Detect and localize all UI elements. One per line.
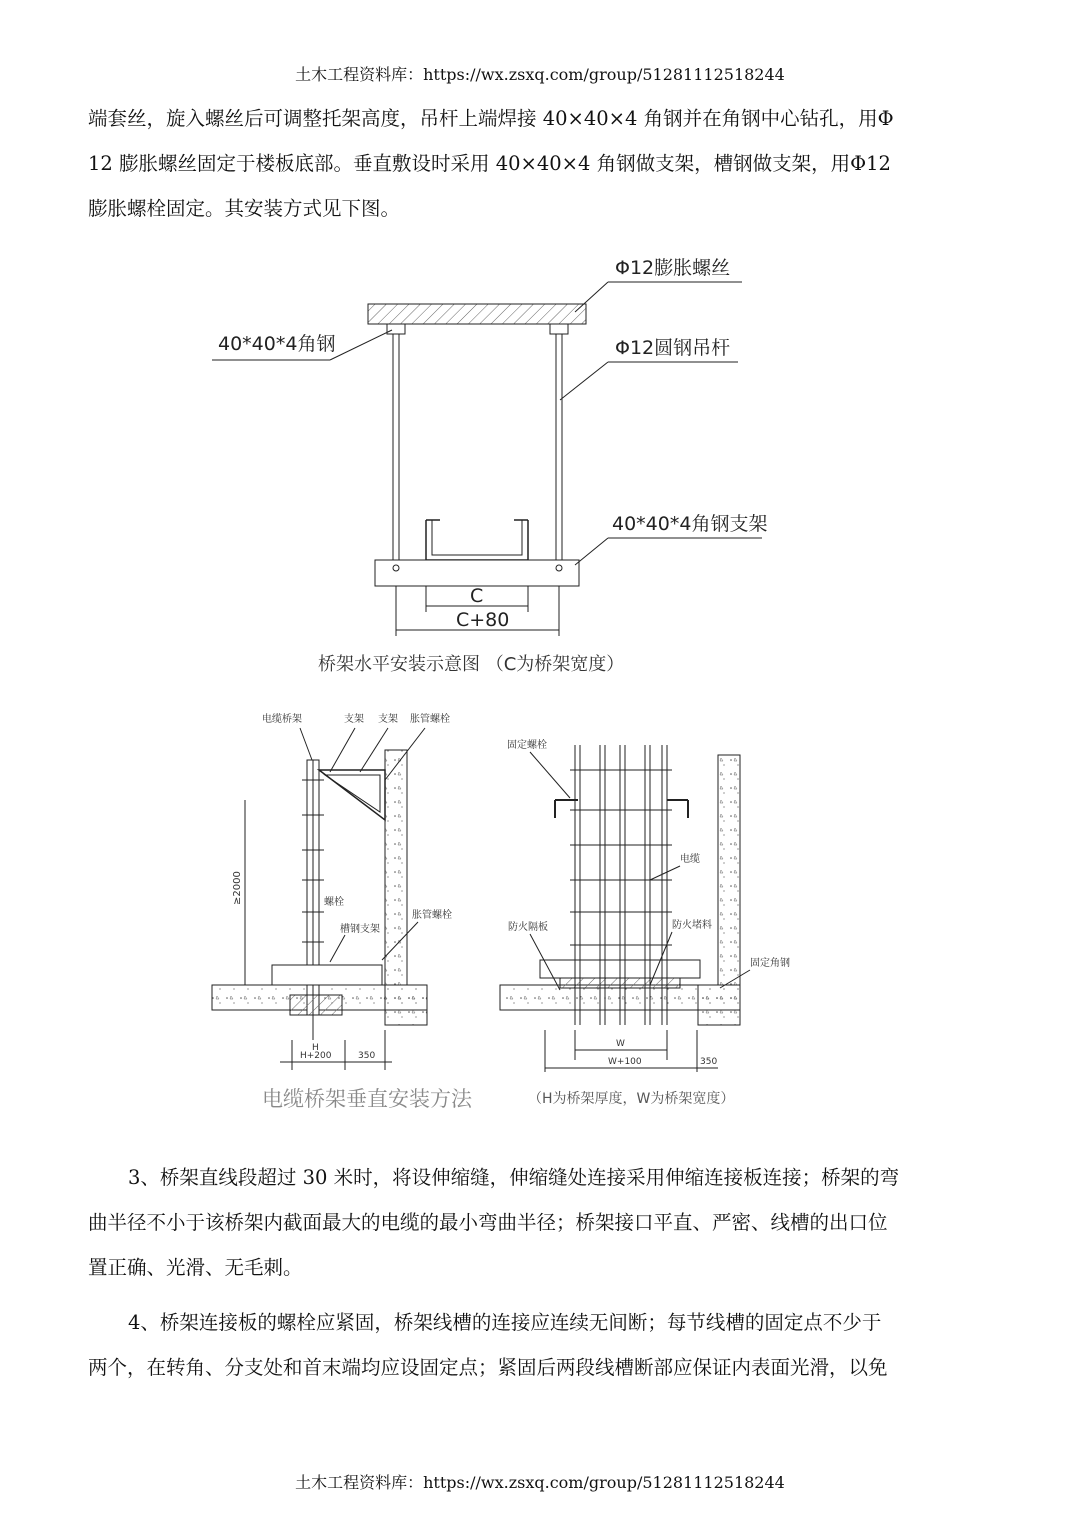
exp-bolt-mid-label: 胀管螺栓 (412, 910, 452, 921)
page-footer: 土木工程资料库：https://wx.zsxq.com/group/51281112518244 (295, 1473, 785, 1492)
vertical-install-left-diagram (212, 712, 473, 1111)
text-line: 端套丝，旋入螺丝后可调整托架高度，吊杆上端焊接 40×40×4 角钢并在角钢中心钻孔，用Φ (88, 107, 894, 130)
page-header: 土木工程资料库：https://wx.zsxq.com/group/51281112518244 (295, 65, 785, 84)
bolt-label: Φ12膨胀螺丝 (615, 257, 731, 279)
dim-w-label: W (616, 1039, 625, 1049)
text-line: 4、桥架连接板的螺栓应紧固，桥架线槽的连接应连续无间断；每节线槽的固定点不少于 (128, 1311, 882, 1334)
dim-w100-label: W+100 (608, 1057, 642, 1067)
dim-c80-label: C+80 (456, 609, 510, 631)
text-line: 12 膨胀螺丝固定于楼板底部。垂直敷设时采用 40×40×4 角钢做支架，槽钢做支架，用Φ12 (88, 152, 891, 175)
text-line: 膨胀螺栓固定。其安装方式见下图。 (88, 197, 401, 220)
text-line: 曲半径不小于该桥架内截面最大的电缆的最小弯曲半径；桥架接口平直、严密、线槽的出口位 (88, 1211, 888, 1234)
ceiling-slab (368, 304, 586, 324)
text-line: 两个，在转角、分支处和首末端均应设固定点；紧固后两段线槽断部应保证内表面光滑，以免 (88, 1356, 888, 1379)
angle-label: 40*40*4角钢 (218, 333, 336, 355)
fix-bolt-label: 固定螺栓 (507, 740, 547, 751)
height-label: ≥2000 (232, 871, 243, 905)
dim-c-label: C (470, 585, 484, 607)
text-line: 3、桥架直线段超过 30 米时，将设伸缩缝，伸缩缝处连接采用伸缩连接板连接；桥架的弯 (128, 1166, 900, 1189)
support2-label: 支架 (378, 714, 398, 725)
dim-h-label: H (312, 1043, 319, 1053)
exp-bolt-top-label: 胀管螺栓 (410, 714, 450, 725)
cable-label: 电缆 (680, 854, 700, 865)
channel-label: 槽钢支架 (340, 924, 380, 935)
paragraph-4 (88, 1300, 980, 1390)
bolt-small-label: 螺栓 (324, 897, 344, 908)
dim-h200-label: H+200 (300, 1051, 332, 1061)
dim-350-left-label: 350 (358, 1051, 376, 1061)
rod-label: Φ12圆钢吊杆 (615, 337, 731, 359)
cable-tray (426, 520, 528, 560)
dim-350-right-label: 350 (700, 1057, 718, 1067)
figure2-right-caption: （H为桥架厚度，W为桥架宽度） (528, 1091, 735, 1107)
top-angle-right (550, 324, 568, 334)
top-angle-left (387, 324, 405, 334)
fix-angle-label: 固定角钢 (750, 958, 790, 969)
bracket-label: 40*40*4角钢支架 (612, 513, 768, 535)
paragraph-3 (88, 1155, 980, 1290)
support1-label: 支架 (344, 714, 364, 725)
figure1-caption: 桥架水平安装示意图 （C为桥架宽度） (318, 654, 625, 675)
text-line: 置正确、光滑、无毛刺。 (88, 1256, 303, 1279)
tray-label: 电缆桥架 (262, 714, 302, 725)
figure2-left-caption: 电缆桥架垂直安装方法 (262, 1087, 472, 1111)
fire-material-label: 防火堵料 (672, 920, 712, 931)
bottom-bracket (375, 560, 579, 586)
vertical-install-right-diagram (500, 738, 790, 1107)
fire-board-label: 防火隔板 (508, 922, 548, 933)
